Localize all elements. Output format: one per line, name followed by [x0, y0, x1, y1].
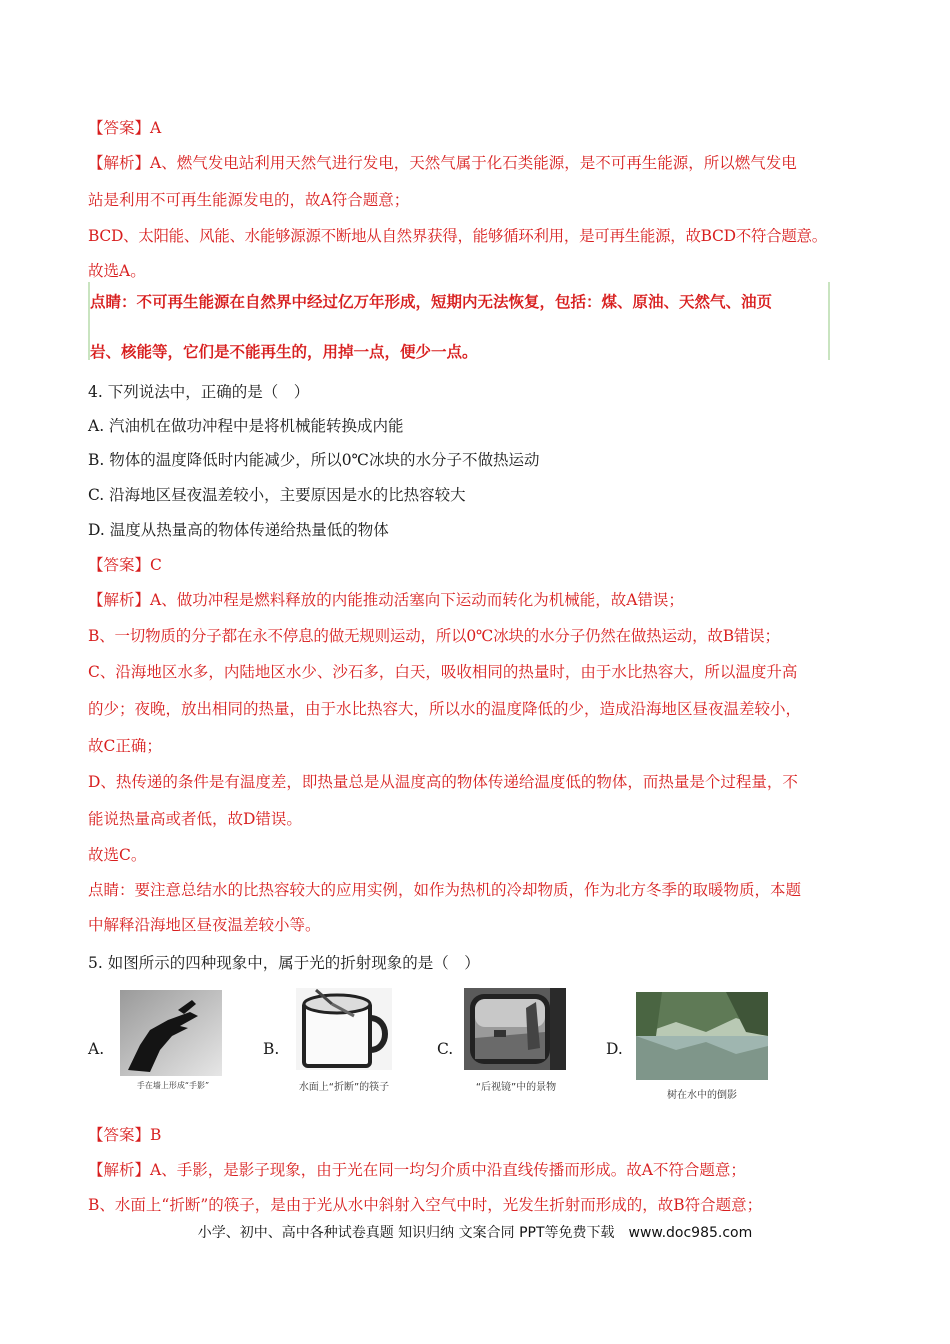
q5-option-d-label: D.: [606, 1040, 623, 1058]
q3-analysis-line-2: 站是利用不可再生能源发电的，故A符合题意；: [88, 191, 410, 209]
rearview-mirror-image: [464, 988, 566, 1070]
q5-question: 5. 如图所示的四种现象中，属于光的折射现象的是（ ）: [88, 954, 480, 972]
bent-chopstick-image: [296, 988, 392, 1070]
q4-question: 4. 下列说法中，正确的是（ ）: [88, 383, 310, 401]
q3-conclusion: 故选A。: [88, 262, 146, 280]
q5-analysis-line-2: B、水面上“折断”的筷子，是由于光从水中斜射入空气中时，光发生折射而形成的，故B符合题意；: [88, 1196, 763, 1214]
q4-option-a: A. 汽油机在做功冲程中是将机械能转换成内能: [88, 417, 404, 435]
q5-analysis-line-1: 【解析】A、手影，是影子现象，由于光在同一均匀介质中沿直线传播而形成。故A不符合题意；: [88, 1161, 746, 1179]
q4-conclusion: 故选C。: [88, 846, 147, 864]
q4-analysis-line-1: 【解析】A、做功冲程是燃料释放的内能推动活塞向下运动而转化为机械能，故A错误；: [88, 591, 684, 609]
q4-option-d: D. 温度从热量高的物体传递给热量低的物体: [88, 521, 389, 539]
q4-analysis-line-5: 故C正确；: [88, 737, 162, 755]
q3-note-line-2: 岩、核能等，它们是不能再生的，用掉一点，便少一点。: [90, 343, 478, 361]
page-footer: 小学、初中、高中各种试卷真题 知识归纳 文案合同 PPT等免费下载 www.doc985.com: [197, 1225, 753, 1241]
tree-reflection-image: [636, 992, 768, 1080]
q4-analysis-line-6: D、热传递的条件是有温度差，即热量总是从温度高的物体传递给温度低的物体，而热量是个过程量，不: [88, 773, 798, 791]
q4-option-b: B. 物体的温度降低时内能减少，所以0℃冰块的水分子不做热运动: [88, 451, 540, 469]
q5-caption-a: 手在墙上形成“手影”: [136, 1081, 210, 1090]
q3-answer: 【答案】A: [88, 119, 162, 137]
q4-answer: 【答案】C: [88, 556, 162, 574]
q4-analysis-line-4: 的少；夜晚，放出相同的热量，由于水比热容大，所以水的温度降低的少，造成沿海地区昼夜温差较小，: [88, 700, 802, 718]
q5-caption-b: 水面上“折断”的筷子: [298, 1082, 390, 1093]
q5-caption-d: 树在水中的倒影: [667, 1090, 737, 1101]
q5-answer: 【答案】B: [88, 1126, 162, 1144]
q5-option-b-label: B.: [263, 1040, 280, 1058]
q4-note-line-1: 点睛：要注意总结水的比热容较大的应用实例，如作为热机的冷却物质，作为北方冬季的取暖物质，本题: [88, 881, 802, 899]
q5-option-a-label: A.: [88, 1040, 105, 1058]
q4-option-c: C. 沿海地区昼夜温差较小，主要原因是水的比热容较大: [88, 486, 466, 504]
q3-analysis-line-1: 【解析】A、燃气发电站利用天然气进行发电，天然气属于化石类能源，是不可再生能源，所以燃气发电: [88, 154, 797, 172]
q3-analysis-line-3: BCD、太阳能、风能、水能够源源不断地从自然界获得，能够循环利用，是可再生能源，故BCD不符合题意。: [88, 227, 827, 245]
q4-analysis-line-2: B、一切物质的分子都在永不停息的做无规则运动，所以0℃冰块的水分子仍然在做热运动，故B错误；: [88, 627, 780, 645]
q4-note-line-2: 中解释沿海地区昼夜温差较小等。: [88, 916, 321, 934]
hand-shadow-image: [120, 990, 222, 1076]
q4-analysis-line-3: C、沿海地区水多，内陆地区水少、沙石多，白天，吸收相同的热量时，由于水比热容大，所以温度升高: [88, 663, 798, 681]
q5-option-c-label: C.: [437, 1040, 454, 1058]
q5-caption-c: “后视镜”中的景物: [475, 1082, 557, 1093]
q4-analysis-line-7: 能说热量高或者低，故D错误。: [88, 810, 302, 828]
q3-note-line-1: 点睛：不可再生能源在自然界中经过亿万年形成，短期内无法恢复，包括：煤、原油、天然气、油页: [90, 293, 773, 311]
